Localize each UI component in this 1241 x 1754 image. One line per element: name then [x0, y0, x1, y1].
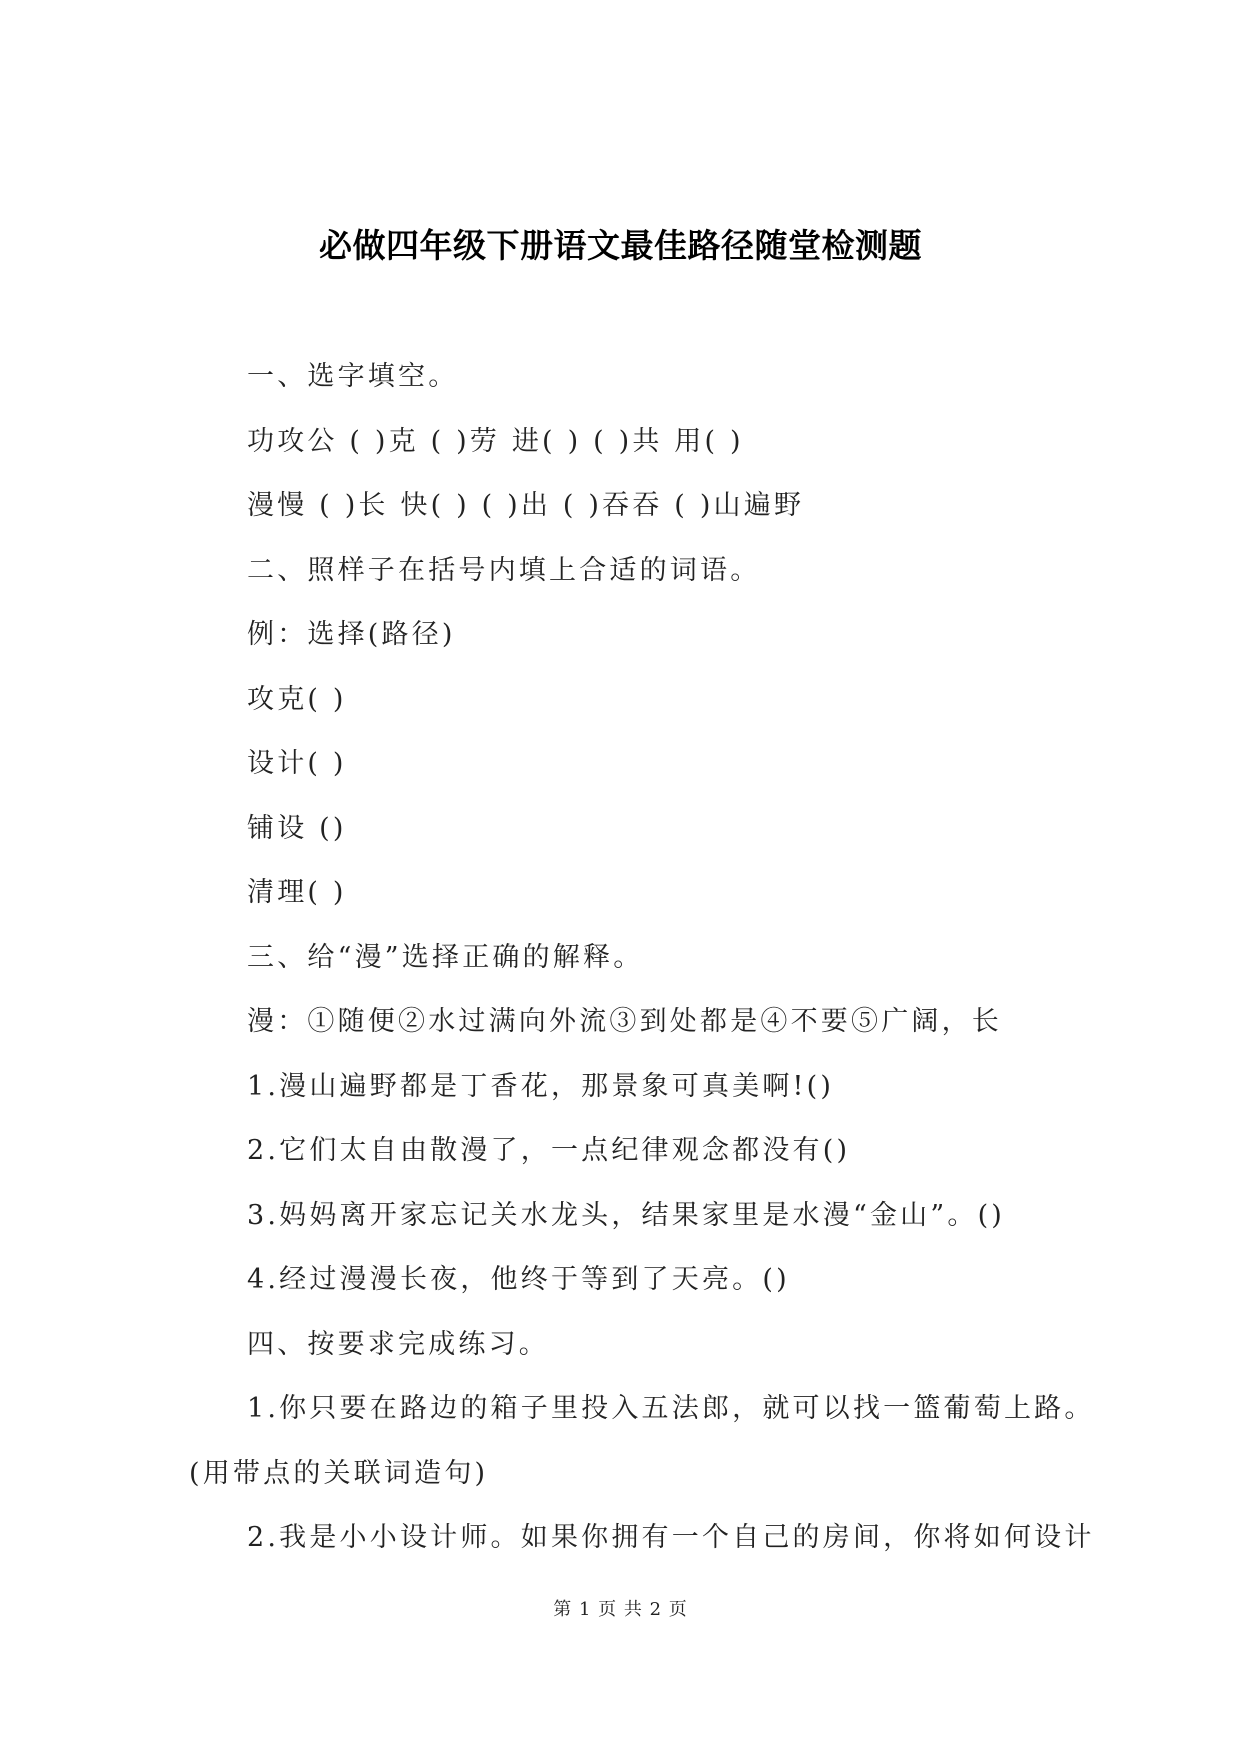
- question-line: 2.我是小小设计师。如果你拥有一个自己的房间，你将如何设计: [247, 1522, 1095, 1553]
- question-note: (用带点的关联词造句): [189, 1458, 489, 1489]
- section-heading-1: 一、选字填空。: [247, 361, 459, 392]
- question-line: 3.妈妈离开家忘记关水龙头，结果家里是水漫“金山”。(): [247, 1200, 1006, 1231]
- question-line: 攻克( ): [247, 684, 347, 715]
- question-line: 1.你只要在路边的箱子里投入五法郎，就可以找一篮葡萄上路。: [247, 1393, 1095, 1424]
- definition-line: 漫：①随便②水过满向外流③到处都是④不要⑤广阔，长: [247, 1006, 1002, 1037]
- section-heading-2: 二、照样子在括号内填上合适的词语。: [247, 555, 761, 586]
- page-footer: 第 1 页 共 2 页: [553, 1599, 688, 1620]
- example-line: 例：选择(路径): [247, 619, 456, 650]
- question-line: 1.漫山遍野都是丁香花，那景象可真美啊!(): [247, 1071, 835, 1102]
- section-heading-3: 三、给“漫”选择正确的解释。: [247, 942, 644, 973]
- question-line: 4.经过漫漫长夜，他终于等到了天亮。(): [247, 1264, 790, 1295]
- question-line: 2.它们太自由散漫了，一点纪律观念都没有(): [247, 1135, 851, 1166]
- question-line: 清理( ): [247, 877, 347, 908]
- question-line: 功攻公 ( )克 ( )劳 进( ) ( )共 用( ): [247, 426, 744, 457]
- question-line: 漫慢 ( )长 快( ) ( )出 ( )吞吞 ( )山遍野: [247, 490, 805, 521]
- document-title: 必做四年级下册语文最佳路径随堂检测题: [319, 226, 922, 265]
- section-heading-4: 四、按要求完成练习。: [247, 1329, 549, 1360]
- question-line: 设计( ): [247, 748, 347, 779]
- question-line: 铺设 (): [247, 813, 347, 844]
